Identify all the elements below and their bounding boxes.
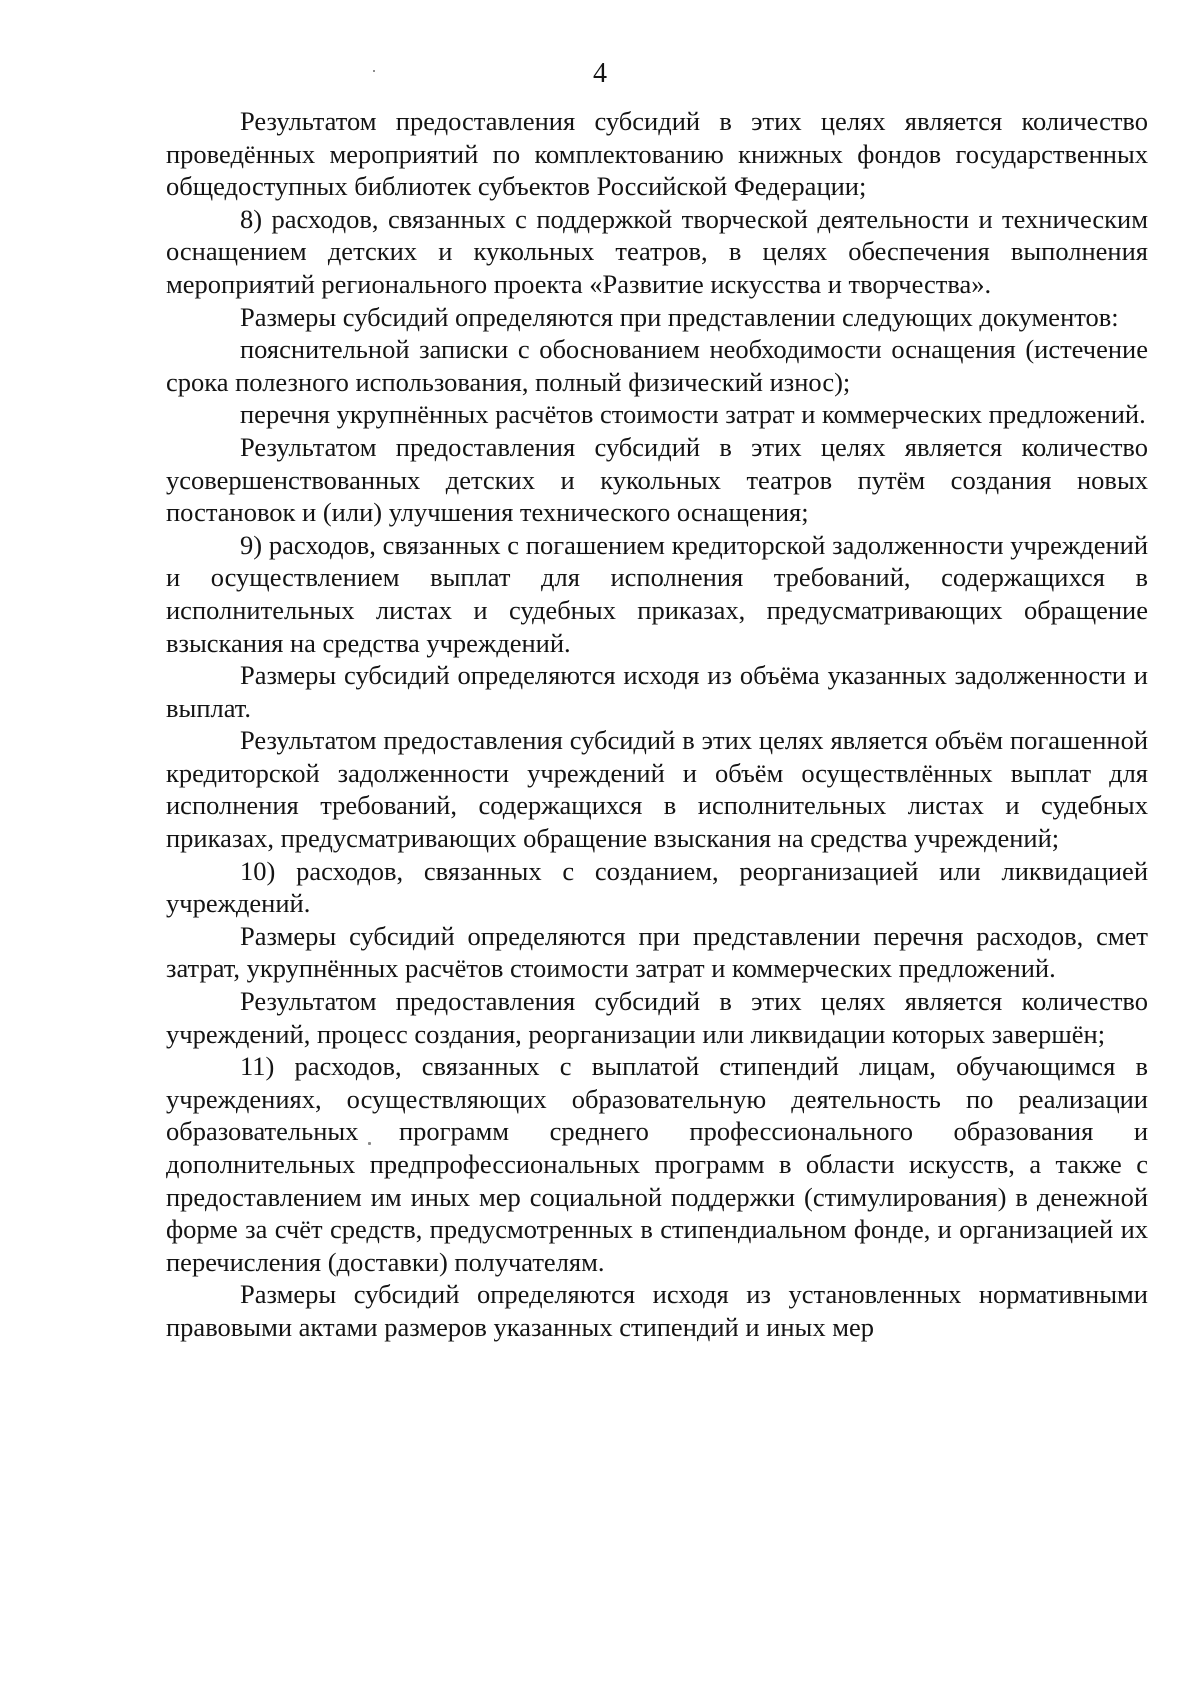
paragraph-result-libraries: Результатом предоставления субсидий в этих целях является количество проведённых мероприятий по комплектованию книжных фондов государственных общедоступных библиотек субъектов Российской Федерации; bbox=[166, 106, 1148, 202]
paragraph-item-9: 9) расходов, связанных с погашением кредиторской задолженности учреждений и осуществлением выплат для исполнения требований, содержащихся в исполнительных листах и судебных приказах, предусматривающих обращение взыскания на средства учреждений. bbox=[166, 529, 1148, 658]
paragraph-cost-list: перечня укрупнённых расчётов стоимости затрат и коммерческих предложений. bbox=[240, 399, 1146, 430]
paragraph-subsidy-size-debt: Размеры субсидий определяются исходя из объёма указанных задолженности и выплат. bbox=[166, 660, 1148, 723]
paragraph-subsidy-size-stipends: Размеры субсидий определяются исходя из установленных нормативными правовыми актами размеров указанных стипендий и иных мер bbox=[166, 1279, 1148, 1342]
document-body bbox=[166, 105, 1148, 1344]
scan-speck bbox=[373, 70, 375, 72]
paragraph-result-institutions: Результатом предоставления субсидий в этих целях является количество учреждений, процесс создания, реорганизации или ликвидации которых завершён; bbox=[166, 986, 1148, 1049]
paragraph-item-11: 11) расходов, связанных с выплатой стипендий лицам, обучающимся в учреждениях, осуществляющих образовательную деятельность по реализации образовательных программ среднего профессионального образования и дополнительных предпрофессиональных программ в области искусств, а также с предоставлением им иных мер социальной поддержки (стимулирования) в денежной форме за счёт средств, предусмотренных в стипендиальном фонде, и организацией их перечисления (доставки) получателям. bbox=[166, 1051, 1148, 1277]
paragraph-subsidy-size-expenses: Размеры субсидий определяются при представлении перечня расходов, смет затрат, укрупнённых расчётов стоимости затрат и коммерческих предложений. bbox=[166, 920, 1148, 984]
paragraph-subsidy-size-documents: Размеры субсидий определяются при представлении следующих документов: bbox=[240, 301, 1119, 332]
paragraph-item-10: 10) расходов, связанных с созданием, реорганизацией или ликвидацией учреждений. bbox=[166, 855, 1148, 919]
page-number: 4 bbox=[593, 58, 607, 89]
paragraph-result-theatres: Результатом предоставления субсидий в этих целях является количество усовершенствованных детских и кукольных театров путём создания новых постановок и (или) улучшения технического оснащения; bbox=[166, 431, 1148, 528]
paragraph-result-debt: Результатом предоставления субсидий в этих целях является объём погашенной кредиторской задолженности учреждений и объём осуществлённых выплат для исполнения требований, содержащихся в исполнительных листах и судебных приказах, предусматривающих обращение взыскания на средства учреждений; bbox=[166, 725, 1148, 854]
paragraph-item-8: 8) расходов, связанных с поддержкой творческой деятельности и техническим оснащением детских и кукольных театров, в целях обеспечения выполнения мероприятий регионального проекта «Развитие искусства и творчества». bbox=[166, 203, 1148, 299]
paragraph-explanatory-note: пояснительной записки с обоснованием необходимости оснащения (истечение срока полезного использования, полный физический износ); bbox=[166, 334, 1148, 397]
